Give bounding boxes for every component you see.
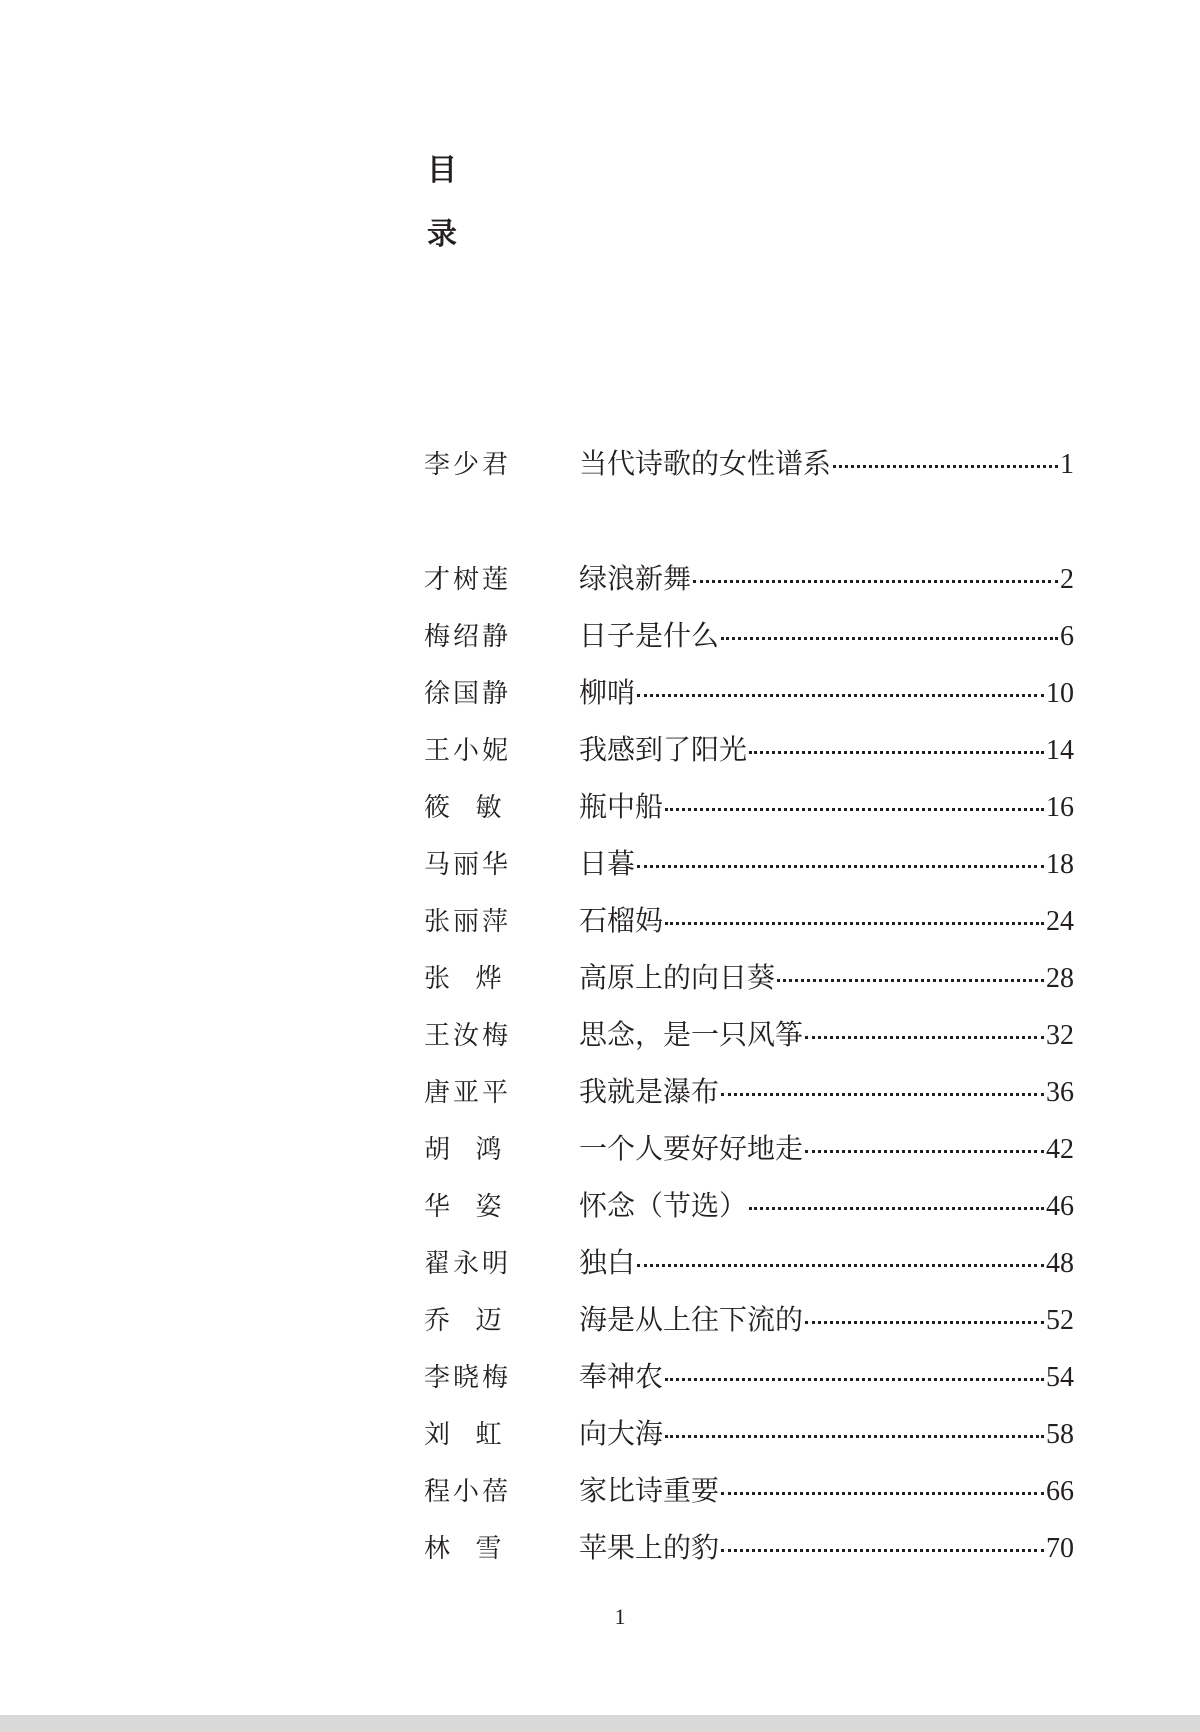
toc-author: 马丽华 [424,849,512,880]
toc-title: 石榴妈 [579,904,664,937]
dot-leader [665,1435,1044,1438]
toc-title: 日暮 [579,847,636,880]
toc-title-line [579,1526,1074,1566]
toc-entry [424,728,1074,768]
dot-leader [721,1492,1044,1495]
toc-entry [424,1412,1074,1452]
toc-entry [424,842,1074,882]
toc-page-number: 1 [1060,449,1074,480]
toc-title-line [579,1298,1074,1338]
toc-title-line [579,671,1074,711]
toc-title: 一个人要好好地走 [579,1132,804,1165]
toc-title: 绿浪新舞 [579,562,692,595]
dot-leader [805,1036,1044,1039]
toc-author: 翟永明 [424,1248,512,1279]
dot-leader [749,751,1044,754]
toc-heading-char-2: 录 [427,217,457,252]
toc-author: 梅绍静 [424,621,512,652]
toc-entry [424,1070,1074,1110]
toc-author: 筱 敏 [424,792,505,823]
toc-title-line [579,1184,1074,1224]
toc-title: 海是从上往下流的 [579,1303,804,1336]
dot-leader [637,1264,1044,1267]
toc-title-line [579,1070,1074,1110]
toc-title-line [579,956,1074,996]
toc-title: 奉神农 [579,1360,664,1393]
toc-entry [424,785,1074,825]
toc-page-number: 66 [1046,1476,1074,1507]
toc-entry [424,956,1074,996]
toc-entry [424,899,1074,939]
toc-title-line [579,1127,1074,1167]
dot-leader [749,1207,1044,1210]
toc-title: 柳哨 [579,676,636,709]
dot-leader [637,694,1044,697]
toc-title: 向大海 [579,1417,664,1450]
toc-author: 林 雪 [424,1533,505,1564]
toc-title: 高原上的向日葵 [579,961,776,994]
toc-entry [424,557,1074,597]
toc-author: 程小蓓 [424,1476,512,1507]
toc-page-number: 24 [1046,906,1074,937]
toc-page-number: 48 [1046,1248,1074,1279]
toc-title-line [579,899,1074,939]
toc-author: 才树莲 [424,564,512,595]
toc-entry [424,1127,1074,1167]
toc-title-line [579,1241,1074,1281]
toc-entry [424,1355,1074,1395]
dot-leader [665,808,1044,811]
dot-leader [637,865,1044,868]
toc-author: 王汝梅 [424,1020,512,1051]
dot-leader [833,465,1058,468]
toc-entry [424,442,1074,482]
toc-author: 王小妮 [424,735,512,766]
dot-leader [805,1150,1044,1153]
toc-entry [424,614,1074,654]
toc-author: 李晓梅 [424,1362,512,1393]
toc-title-line [579,842,1074,882]
toc-page-number: 14 [1046,735,1074,766]
toc-page-number: 46 [1046,1191,1074,1222]
toc-author: 张 烨 [424,963,505,994]
toc-title-line [579,1469,1074,1509]
toc-title-line [579,1355,1074,1395]
toc-title: 日子是什么 [579,619,720,652]
dot-leader [693,580,1058,583]
toc-title-line [579,728,1074,768]
toc-author: 华 姿 [424,1191,505,1222]
toc-title: 思念，是一只风筝 [579,1018,804,1051]
toc-author: 胡 鸿 [424,1134,505,1165]
toc-title: 瓶中船 [579,790,664,823]
toc-page-number: 42 [1046,1134,1074,1165]
toc-author: 李少君 [424,449,512,480]
toc-page-number: 54 [1046,1362,1074,1393]
toc-page-number: 36 [1046,1077,1074,1108]
viewer-bottom-strip [0,1715,1200,1732]
toc-entry [424,1013,1074,1053]
toc-author: 唐亚平 [424,1077,512,1108]
toc-author: 徐国静 [424,678,512,709]
toc-page-number: 52 [1046,1305,1074,1336]
toc-entry [424,671,1074,711]
toc-title-line [579,614,1074,654]
toc-page-number: 28 [1046,963,1074,994]
toc-page-number: 10 [1046,678,1074,709]
page-folio: 1 [614,1604,626,1629]
toc-page-number: 58 [1046,1419,1074,1450]
toc-title: 怀念（节选） [579,1189,748,1222]
toc-heading-char-1: 目 [427,153,457,188]
toc-title: 独白 [579,1246,636,1279]
toc-entry [424,1241,1074,1281]
toc-page-number: 70 [1046,1533,1074,1564]
dot-leader [721,1549,1044,1552]
toc-title: 苹果上的豹 [579,1531,720,1564]
toc-title: 当代诗歌的女性谱系 [579,447,832,480]
dot-leader [777,979,1044,982]
toc-title: 家比诗重要 [579,1474,720,1507]
toc-entry [424,1298,1074,1338]
dot-leader [805,1321,1044,1324]
toc-page-number: 2 [1060,564,1074,595]
toc-title-line [579,1412,1074,1452]
dot-leader [665,922,1044,925]
dot-leader [665,1378,1044,1381]
toc-entry [424,1469,1074,1509]
toc-page-number: 32 [1046,1020,1074,1051]
toc-title-line [579,557,1074,597]
toc-title: 我就是瀑布 [579,1075,720,1108]
toc-entry [424,1526,1074,1566]
toc-author: 张丽萍 [424,906,512,937]
toc-entry [424,1184,1074,1224]
toc-page-number: 16 [1046,792,1074,823]
dot-leader [721,1093,1044,1096]
toc-title: 我感到了阳光 [579,733,748,766]
toc-title-line [579,1013,1074,1053]
toc-title-line [579,785,1074,825]
toc-author: 刘 虹 [424,1419,505,1450]
toc-page-number: 6 [1060,621,1074,652]
dot-leader [721,637,1058,640]
toc-title-line [579,442,1074,482]
toc-author: 乔 迈 [424,1305,505,1336]
toc-page-number: 18 [1046,849,1074,880]
